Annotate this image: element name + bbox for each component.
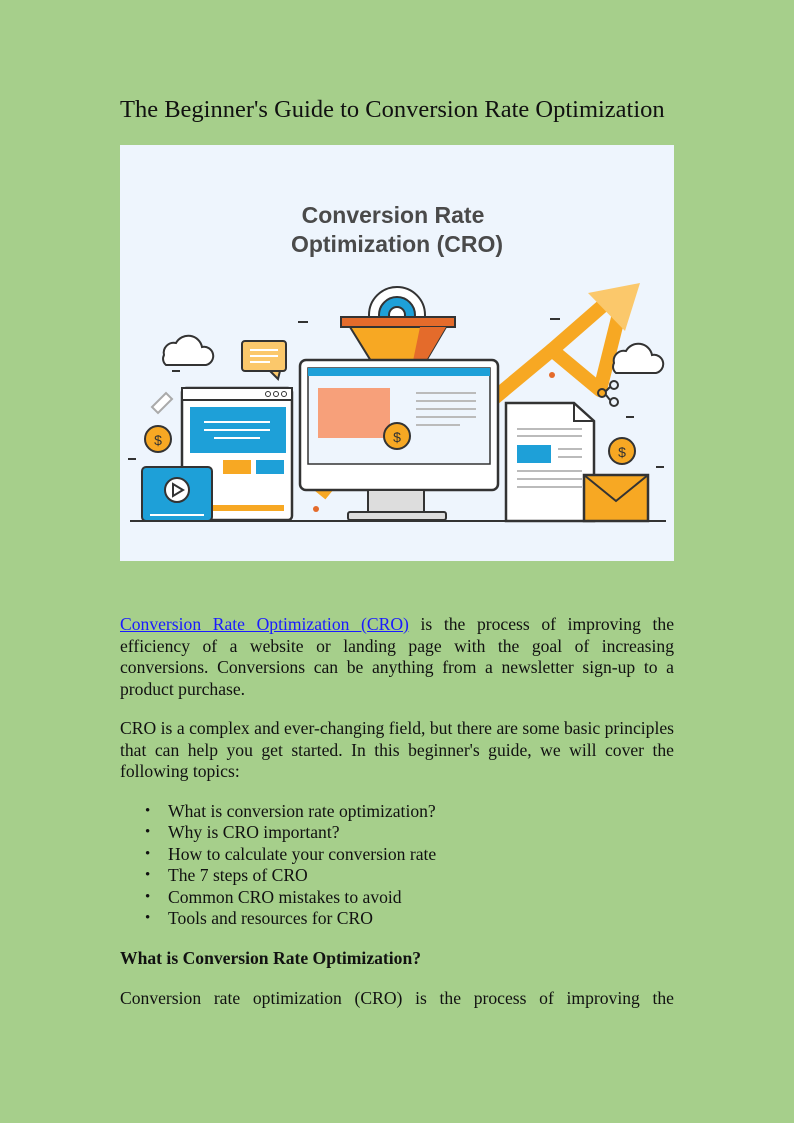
coin-icon — [145, 426, 171, 452]
list-item: • The 7 steps of CRO — [168, 865, 674, 887]
pencil-icon — [152, 393, 172, 413]
cloud-icon — [613, 344, 663, 373]
list-item: • How to calculate your conversion rate — [168, 844, 674, 866]
svg-text:$: $ — [154, 432, 162, 448]
document-icon — [506, 403, 594, 521]
envelope-icon — [584, 475, 648, 521]
svg-text:$: $ — [618, 444, 626, 460]
topics-list — [120, 801, 674, 930]
chat-bubble-icon — [242, 341, 286, 379]
hero-title-line1: Conversion Rate — [301, 202, 485, 228]
list-item: • Common CRO mistakes to avoid — [168, 887, 674, 909]
intro-text: is the process of improving the efficiency of a website or landing page with the goal of increasing conversions. Conversions can be anything from a newsletter sign-up to a product purchase. — [120, 614, 674, 699]
cro-link[interactable]: Conversion Rate Optimization (CRO) — [120, 614, 409, 634]
svg-text:$: $ — [393, 429, 401, 445]
intro-paragraph — [120, 614, 674, 700]
list-item: • Tools and resources for CRO — [168, 908, 674, 930]
video-player-icon — [142, 467, 212, 521]
coin-icon — [609, 438, 635, 464]
topics-intro-paragraph: CRO is a complex and ever-changing field, but there are some basic principles that can help you get started. In this beginner's guide, we will cover the following topics: — [120, 718, 674, 781]
coin-icon — [384, 423, 410, 449]
hero-title-line2: Optimization (CRO) — [290, 231, 504, 257]
article-body — [120, 614, 674, 1028]
hero-illustration — [120, 145, 674, 561]
list-item: • What is conversion rate optimization? — [168, 801, 674, 823]
section-paragraph: Conversion rate optimization (CRO) is the process of improving the — [120, 988, 674, 1008]
cloud-icon — [163, 336, 213, 365]
page-title: The Beginner's Guide to Conversion Rate Optimization — [120, 96, 665, 123]
section-heading: What is Conversion Rate Optimization? — [120, 947, 422, 968]
list-item: • Why is CRO important? — [168, 822, 674, 844]
